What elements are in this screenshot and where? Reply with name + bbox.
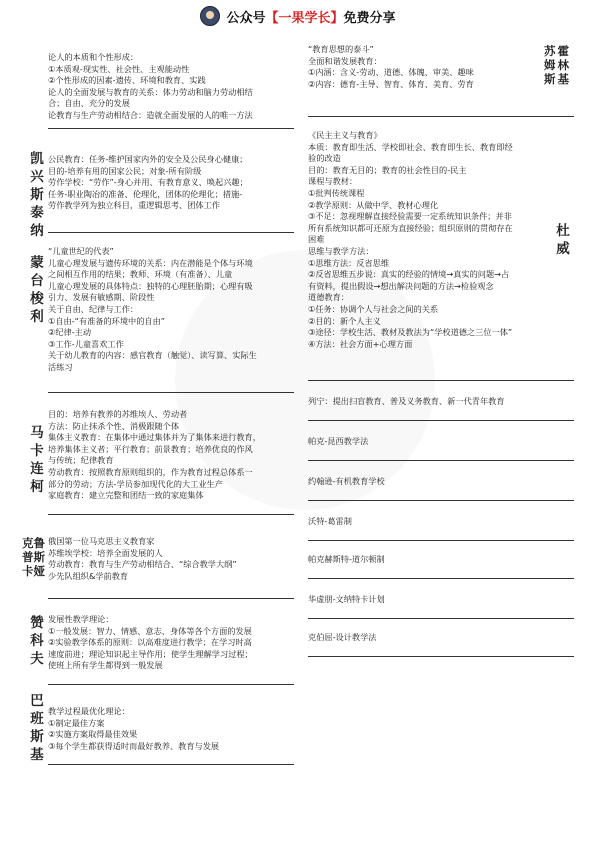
text-line: 集体主义教育：在集体中通过集体并为了集体来进行教育， bbox=[48, 432, 261, 443]
item-parker: 帕克-昆西教学法 bbox=[308, 436, 369, 446]
text-line: ①本质观-现实性、社会性、主观能动性 bbox=[48, 63, 190, 74]
section-babansky bbox=[48, 706, 219, 752]
text-line: 目的-培养有用的国家公民；对象-所有阶级 bbox=[48, 165, 202, 176]
text-line: 所有系统知识都可还原为直接经验；组织原则的贯彻存在 bbox=[308, 222, 513, 233]
name-zankov: 赞 科 夫 bbox=[30, 615, 44, 667]
name-krupskaya: 克鲁 普斯 卡娅 bbox=[22, 536, 45, 578]
text-line: ②纪律-主动 bbox=[48, 327, 92, 338]
text-line: 有资料，提出假设→想出解决问题的方法→检验观念 bbox=[308, 280, 494, 291]
item-johnson: 约翰逊-有机教育学校 bbox=[308, 476, 385, 486]
name-babansky: 巴 班 斯 基 bbox=[30, 693, 44, 763]
text-line: 全面和谐发展教育： bbox=[308, 55, 382, 66]
section-sukhomlinsky bbox=[308, 44, 474, 90]
text-line: ①任务：协调个人与社会之间的关系 bbox=[308, 303, 439, 314]
text-line: ③工作-儿童喜欢工作 bbox=[48, 338, 124, 349]
text-line: 引力、发展有敏感期、阶段性 bbox=[48, 292, 155, 303]
section-kerschensteiner bbox=[48, 154, 248, 212]
divider bbox=[48, 514, 294, 515]
name-montessori: 蒙 台 梭 利 bbox=[30, 255, 44, 325]
text-line: 与传统；纪律教育 bbox=[48, 455, 114, 466]
text-line: 劳作学校：“劳作”-身心并用、有教育意义、唤起兴趣； bbox=[48, 177, 248, 188]
text-line: ①自由-“有准备的环境中的自由” bbox=[48, 315, 166, 326]
item-wirt: 沃特-葛雷制 bbox=[308, 516, 352, 526]
text-line: 验的改造 bbox=[308, 153, 341, 164]
divider bbox=[308, 420, 574, 421]
text-line: ②反省思维五步说：真实的经验的情境→真实的问题→占 bbox=[308, 269, 510, 280]
text-line: ①内涵：含义-劳动、道德、体魄、审美、趣味 bbox=[308, 67, 474, 78]
text-line: 合；自由、充分的发展 bbox=[48, 98, 130, 109]
divider bbox=[48, 128, 294, 129]
text-line: ②教学原则：从做中学、教材心理化 bbox=[308, 199, 439, 210]
name-makarenko: 马 卡 连 柯 bbox=[30, 425, 44, 495]
text-line: 教学过程最优化理论： bbox=[48, 706, 130, 716]
text-line: 儿童心理发展的具体特点：独特的心理胚胎期；心理有吸 bbox=[48, 280, 253, 291]
item-parkhurst: 帕克赫斯特-道尔顿制 bbox=[308, 554, 385, 564]
text-line: 俄国第一位马克思主义教育家 bbox=[48, 536, 155, 546]
name-kerschensteiner: 凯 兴 斯 泰 纳 bbox=[30, 151, 44, 239]
text-line: 劳动教育：按照教育原则组织的，作为教育过程总体系一 bbox=[48, 466, 253, 477]
text-line: ③不足：忽视理解直接经验需要一定系统知识条件；并非 bbox=[308, 211, 512, 222]
text-line: 劳动教育：教育与生产劳动相结合、“综合教学大纲” bbox=[48, 559, 237, 570]
divider bbox=[308, 578, 574, 579]
page-header bbox=[0, 4, 596, 28]
text-line: 思维与教学方法： bbox=[308, 245, 374, 256]
divider bbox=[48, 764, 294, 765]
divider bbox=[308, 618, 574, 619]
divider bbox=[308, 500, 574, 501]
text-line: 苏维埃学校：培养全面发展的人 bbox=[48, 547, 163, 558]
text-line: “教育思想的泰斗” bbox=[308, 44, 374, 54]
item-kilpatrick: 克伯屈-设计教学法 bbox=[308, 632, 377, 642]
section-makarenko bbox=[48, 409, 261, 502]
text-line: ③途径：学校生活、教材及教法为“学校道德之三位一体” bbox=[308, 327, 513, 338]
divider bbox=[308, 460, 574, 461]
divider bbox=[48, 392, 294, 393]
text-line: 劳作教学列为独立科目，重逻辑思考、团体工作 bbox=[48, 200, 220, 211]
text-line: 之间相互作用的结果；教师、环境（有准备）、儿童 bbox=[48, 269, 233, 280]
text-line: 论教育与生产劳动相结合：造就全面发展的人的唯一方法 bbox=[48, 109, 253, 120]
text-line: ②实验教学体系的原则：以高难度进行教学；在学习时高 bbox=[48, 637, 252, 648]
text-line: ④方法：社会方面+心理方面 bbox=[308, 338, 413, 349]
text-line: ②个性形成的因素-遗传、环境和教育、实践 bbox=[48, 75, 206, 86]
text-line: 《民主主义与教育》 bbox=[308, 130, 382, 140]
divider bbox=[48, 684, 294, 685]
header-title: 公众号【一果学长】免费分享 bbox=[226, 10, 396, 26]
text-line: ②实施方案取得最佳效果 bbox=[48, 729, 138, 740]
text-line: ①批判传统课程 bbox=[308, 187, 365, 198]
text-line: 困难 bbox=[308, 234, 325, 245]
text-line: 关于幼儿教育的内容：感官教育（触觉）、读写算、实际生 bbox=[48, 350, 257, 361]
text-line: 论人的本质和个性形成： bbox=[48, 52, 139, 62]
text-line: 少先队组织&学前教育 bbox=[48, 570, 129, 581]
text-line: “儿童世纪的代表” bbox=[48, 246, 114, 256]
divider bbox=[308, 116, 574, 117]
text-line: 儿童心理发展与遗传环境的关系：内在潜能是个体与环境 bbox=[48, 257, 253, 268]
text-line: 课程与教材： bbox=[308, 176, 358, 187]
divider bbox=[48, 232, 294, 233]
text-line: ②内容：德育-主导、智育、体育、美育、劳育 bbox=[308, 78, 474, 89]
section-marx bbox=[48, 52, 253, 122]
text-line: 本质：教育即生活、学校即社会、教育即生长、教育即经 bbox=[308, 141, 513, 152]
divider bbox=[308, 380, 574, 381]
text-line: ①一般发展：智力、情感、意志、身体等各个方面的发展 bbox=[48, 625, 252, 636]
text-line: 培养集体主义者；平行教育；前景教育；培养优良的作风 bbox=[48, 443, 253, 454]
text-line: 使班上所有学生都得到一般发展 bbox=[48, 660, 163, 671]
section-montessori bbox=[48, 246, 257, 374]
item-washburne: 华虚朋-文纳特卡计划 bbox=[308, 594, 385, 604]
text-line: 公民教育：任务-维护国家内外的安全及公民身心健康； bbox=[48, 154, 248, 164]
text-line: 部分的劳动；方法-学员参加现代化的大工业生产 bbox=[48, 478, 223, 489]
text-line: 目的：培养有教养的苏维埃人、劳动者 bbox=[48, 409, 188, 419]
divider bbox=[48, 598, 294, 599]
text-line: ①思维方法：反省思维 bbox=[308, 257, 390, 268]
name-sukhomlinsky: 苏 姆 斯 霍 林 基 bbox=[544, 44, 569, 86]
text-line: 方法：防止抹杀个性、消极跟随个体 bbox=[48, 420, 180, 431]
name-dewey: 杜 威 bbox=[556, 223, 570, 257]
avatar-icon bbox=[200, 6, 220, 26]
text-line: 速度前进；理论知识起主导作用；使学生理解学习过程； bbox=[48, 648, 253, 659]
item-lenin: 列宁：提出扫盲教育、普及义务教育、新一代青年教育 bbox=[308, 396, 505, 406]
text-line: 任务-职业陶冶的准备、伦理化，团体的伦理化；措施- bbox=[48, 188, 243, 199]
divider bbox=[308, 656, 574, 657]
text-line: ①制定最佳方案 bbox=[48, 717, 105, 728]
text-line: 关于自由、纪律与工作： bbox=[48, 303, 139, 314]
section-zankov bbox=[48, 614, 253, 672]
text-line: 道德教育： bbox=[308, 292, 349, 303]
text-line: 活练习 bbox=[48, 361, 73, 372]
text-line: ②目的：新个人主义 bbox=[308, 315, 381, 326]
text-line: 论人的全面发展与教育的关系：体力劳动和脑力劳动相结 bbox=[48, 86, 253, 97]
text-line: 家庭教育：建立完整和团结一致的家庭集体 bbox=[48, 490, 204, 501]
section-krupskaya bbox=[48, 536, 237, 582]
section-dewey bbox=[308, 130, 513, 350]
text-line: 发展性教学理论： bbox=[48, 614, 114, 624]
text-line: ③每个学生都获得适时而最好教养、教育与发展 bbox=[48, 740, 220, 751]
divider bbox=[308, 540, 574, 541]
text-line: 目的：教育无目的；教育的社会性目的-民主 bbox=[308, 164, 467, 175]
